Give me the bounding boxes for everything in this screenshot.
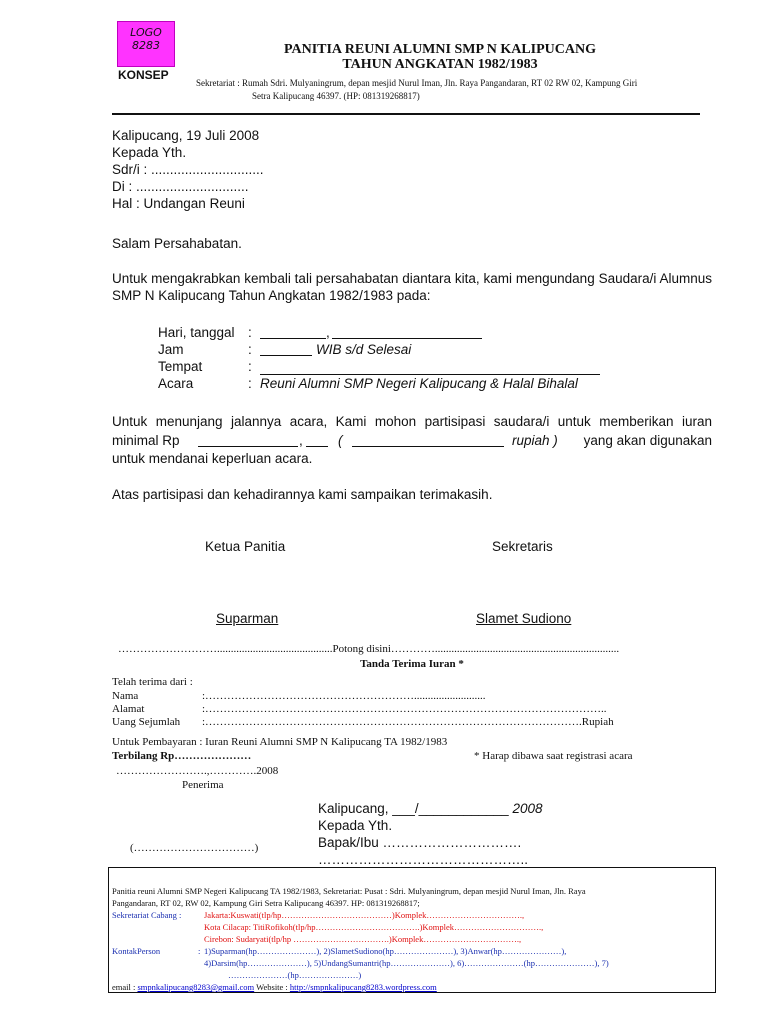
branch-cirebon: Cirebon: Sudaryati(tlp/hp …………………………….)Komplek……………………………., (204, 934, 522, 944)
receiver-signature: (……………………………) (130, 842, 259, 854)
detail-label: Hari, tanggal (158, 325, 235, 340)
terbilang: Terbilang Rp………………… (112, 750, 252, 762)
logo-image (117, 21, 175, 67)
recipient-sdr: Sdr/i : .............................. (112, 162, 264, 177)
header-address-line1: Sekretariat : Rumah Sdri. Mulyaningrum, depan mesjid Nurul Iman, Jln. Raya Pangandaran, RT 02 RW 02, Kampung Giri (196, 78, 638, 88)
header-address (196, 77, 696, 103)
greeting: Salam Persahabatan. (112, 236, 242, 251)
footer-line2: Pangandaran, RT 02, RW 02, Kampung Giri Setra Kalipucang 46397. HP: 081319268817; (112, 898, 420, 908)
envelope-dots: ……………………………………….. (318, 852, 529, 867)
envelope-date: Kalipucang, ___/____________ (318, 801, 509, 816)
paragraph-contribution-3: untuk mendanai keperluan acara. (112, 451, 313, 466)
contact-list-2: 4)Darsim(hp…………………), 5)UndangSumantri(hp…………………), 6)…………………(hp…………………), 7) (204, 958, 609, 968)
paragraph-contribution-2 (112, 432, 712, 449)
branch-jakarta: Jakarta:Kuswati(tlp/hp…………………………………)Komplek……………………………., (204, 910, 525, 920)
receipt-row-label: Uang Sejumlah (112, 716, 181, 728)
detail-sep: : (248, 342, 252, 357)
blank-line (352, 446, 504, 447)
envelope-addressee: Bapak/Ibu …………………………. (318, 835, 522, 850)
header-subtitle: TAHUN ANGKATAN 1982/1983 (342, 57, 538, 72)
min-label: minimal Rp (112, 433, 180, 448)
blank-line (306, 446, 328, 447)
website-link[interactable]: http://smpnkalipucang8283.wordpress.com (289, 982, 437, 992)
detail-sep: : (248, 376, 252, 391)
website-label: Website : (256, 982, 288, 992)
open-paren: ( (338, 433, 343, 448)
receipt-note: * Harap dibawa saat registrasi acara (474, 750, 633, 762)
received-from: Telah terima dari : (112, 676, 193, 688)
receipt-row-value: :………………………………………………………………………………………….Rupiah (202, 716, 614, 728)
detail-sep: : (248, 359, 252, 374)
receipt-rows (112, 690, 672, 729)
place-date: Kalipucang, 19 Juli 2008 (112, 128, 260, 143)
payment-for: Untuk Pembayaran : Iuran Reuni Alumni SMP N Kalipucang TA 1982/1983 (112, 736, 448, 748)
blank-line (260, 338, 326, 339)
detail-value: WIB s/d Selesai (316, 342, 412, 357)
receipt-date: …………………….,………….2008 (116, 765, 279, 777)
receipt-row-label: Nama (112, 690, 139, 702)
header-divider (112, 113, 700, 115)
blank-line (332, 338, 482, 339)
logo-text-1: LOGO (130, 26, 162, 39)
event-details (158, 324, 718, 392)
blank-line (198, 446, 298, 447)
receipt-row-value: :……………………………………………………………………………………………….. (202, 703, 607, 715)
header-title: PANITIA REUNI ALUMNI SMP N KALIPUCANG (283, 42, 597, 57)
header-address-line2: Setra Kalipucang 46397. (HP: 081319268817) (252, 91, 420, 101)
letter-address-block (112, 127, 264, 212)
receipt-row (112, 703, 672, 716)
email-link[interactable]: smpnkalipucang8283@gmail.com (137, 982, 255, 992)
receipt-title: Tanda Terima Iuran * (360, 658, 464, 670)
detail-value: Reuni Alumni SMP Negeri Kalipucang & Halal Bihalal (260, 376, 578, 391)
receipt-row-value: :………………………………………………….......................... (202, 690, 486, 702)
usage-label: yang akan digunakan (583, 433, 712, 448)
receipt-row (112, 716, 672, 729)
paragraph-contribution-1: Untuk menunjang jalannya acara, Kami mohon partisipasi saudara/i untuk memberikan iuran (112, 414, 712, 429)
paragraph-invitation: Untuk mengakrabkan kembali tali persahabatan diantara kita, kami mengundang Saudara/i Alumnus SMP N Kalipucang Tahun Angkatan 1982/1983 pada: (112, 271, 712, 303)
receiver-label: Penerima (182, 779, 224, 791)
contact-list-1: 1)Suparman(hp…………………), 2)SlametSudiono(hp…………………), 3)Anwar(hp…………………), (204, 946, 567, 956)
contact-label: KontakPerson (112, 946, 161, 956)
detail-row-event (158, 375, 718, 392)
envelope-year: 2008 (512, 801, 543, 816)
blank-line (260, 355, 312, 356)
sign-left-name: Suparman (216, 611, 279, 626)
envelope-place-date (318, 800, 543, 817)
detail-label: Acara (158, 376, 194, 391)
comma: , (299, 433, 303, 448)
email-label: email : (112, 982, 136, 992)
logo-text-2: 8283 (132, 39, 160, 52)
rupiah-label: rupiah ) (512, 433, 558, 448)
sign-right-title: Sekretaris (492, 539, 553, 554)
detail-label: Jam (158, 342, 184, 357)
recipient-to: Kepada Yth. (112, 145, 187, 160)
sign-right-name: Slamet Sudiono (476, 611, 572, 626)
paragraph-thanks: Atas partisipasi dan kehadirannya kami sampaikan terimakasih. (112, 487, 493, 502)
detail-sep: : (248, 325, 252, 340)
envelope-block (318, 800, 543, 868)
recipient-di: Di : .............................. (112, 179, 249, 194)
contact-sep: : (198, 946, 201, 956)
detail-label: Tempat (158, 359, 203, 374)
footer-contact-line (112, 981, 437, 993)
sign-left-title: Ketua Panitia (205, 539, 286, 554)
envelope-to: Kepada Yth. (318, 818, 393, 833)
footer-line1: Panitia reuni Alumni SMP Negeri Kalipucang TA 1982/1983, Sekretariat: Pusat : Sdri. Mulyaningrum, depan mesjid Nurul Iman, Jln. Raya (112, 886, 586, 896)
branch-cilacap: Kota Cilacap: TitiRofikoh(tlp/hp……………………………….)Komplek…………………………., (204, 922, 544, 932)
receipt-row (112, 690, 672, 703)
detail-row-date (158, 324, 718, 341)
contact-list-3: …………………(hp…………………) (228, 970, 362, 980)
comma: , (326, 325, 330, 340)
branch-label: Sekretariat Cabang : (112, 910, 182, 920)
subject-line: Hal : Undangan Reuni (112, 196, 245, 211)
receipt-row-label: Alamat (112, 703, 145, 715)
cut-line: ………………………..........................................Potong disini…………................................................................... (118, 643, 620, 655)
detail-row-place (158, 358, 718, 375)
detail-row-time (158, 341, 718, 358)
konsep-label: KONSEP (118, 68, 169, 82)
